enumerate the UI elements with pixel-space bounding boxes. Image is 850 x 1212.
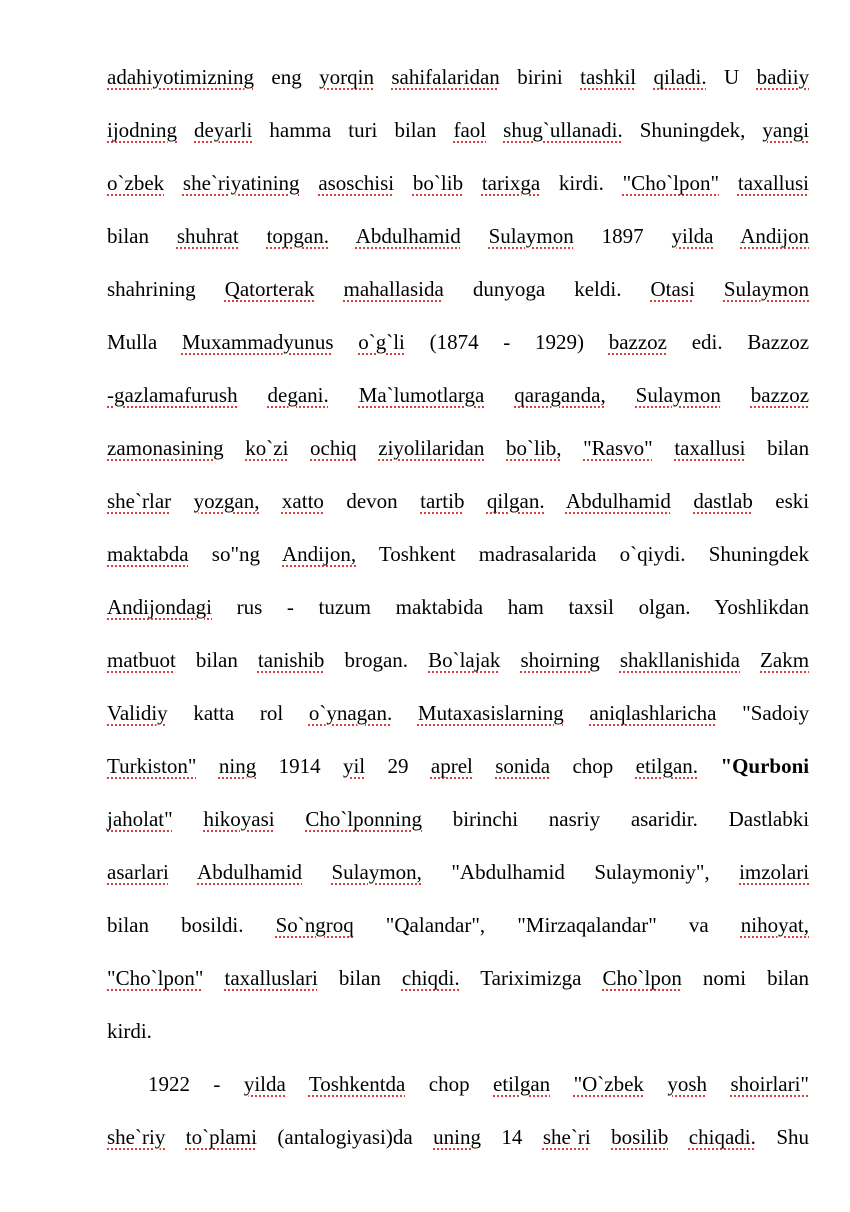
word: Ma`lumotlarga — [358, 383, 485, 407]
text-line-21 — [107, 1123, 809, 1151]
word: Validiy — [107, 701, 168, 725]
word: yil — [342, 754, 366, 778]
word: aprel — [430, 754, 473, 778]
word: Qatorterak — [224, 277, 315, 301]
word: eski — [775, 489, 810, 513]
word: 29 — [387, 754, 409, 778]
text-line-4 — [107, 222, 809, 250]
word: o`zbek — [107, 171, 165, 195]
text-line-15 — [107, 805, 809, 833]
text-line-2 — [107, 116, 809, 144]
word: shoirning — [520, 648, 600, 672]
word: dastlab — [693, 489, 753, 513]
word: Cho`lponning — [305, 807, 422, 831]
text-line-14-body — [107, 754, 698, 778]
word: bo`lib — [412, 171, 464, 195]
word: taxallusi — [674, 436, 746, 460]
word: Abdulhamid — [197, 860, 303, 884]
word: chop — [572, 754, 614, 778]
word: Sulaymon — [635, 383, 721, 407]
word: 1929) — [535, 330, 584, 354]
word: shakllanishida — [619, 648, 740, 672]
word: so"ng — [211, 542, 261, 566]
word: yilda — [243, 1072, 286, 1096]
word: kirdi. — [107, 1019, 152, 1043]
text-line-12 — [107, 646, 809, 674]
word: she`riy — [107, 1125, 166, 1149]
word: Yoshlikdan — [714, 595, 810, 619]
word: Turkiston" — [107, 754, 197, 778]
word: kirdi. — [558, 171, 604, 195]
word: o`g`li — [358, 330, 405, 354]
word: tashkil — [580, 65, 637, 89]
word: bilan — [767, 436, 810, 460]
word: bosildi. — [181, 913, 244, 937]
word: hikoyasi — [203, 807, 275, 831]
word: bilan — [767, 966, 810, 990]
word: she`ri — [542, 1125, 591, 1149]
word: qilgan. — [486, 489, 545, 513]
word: "Abdulhamid — [451, 860, 565, 884]
word: "Cho`lpon" — [107, 966, 204, 990]
word: Abdulhamid — [355, 224, 461, 248]
word: faol — [453, 118, 487, 142]
word: ijodning — [107, 118, 178, 142]
word: yilda — [671, 224, 714, 248]
word: chiqadi. — [688, 1125, 756, 1149]
word: shuhrat — [176, 224, 239, 248]
word: she`riyatining — [182, 171, 300, 195]
word: matbuot — [107, 648, 176, 672]
word: to`plami — [185, 1125, 257, 1149]
word: chop — [428, 1072, 470, 1096]
text-line-8 — [107, 434, 809, 462]
text-line-7 — [107, 381, 809, 409]
word: birini — [517, 65, 563, 89]
word: katta — [193, 701, 235, 725]
word: eng — [271, 65, 302, 89]
word: Dastlabki — [728, 807, 810, 831]
word: asarlari — [107, 860, 169, 884]
word: Andijon — [740, 224, 810, 248]
text-line-3 — [107, 169, 809, 197]
word: "Mirzaqalandar" — [517, 913, 657, 937]
word: taxallusi — [737, 171, 810, 195]
word: bilan — [195, 648, 238, 672]
text-line-16 — [107, 858, 809, 886]
word: asoschisi — [318, 171, 395, 195]
word: sahifalaridan — [391, 65, 500, 89]
word: U — [724, 65, 740, 89]
word: brogan. — [344, 648, 409, 672]
word: uning — [433, 1125, 481, 1149]
text-line-6 — [107, 328, 809, 356]
word: Abdulhamid — [565, 489, 671, 513]
word: devon — [346, 489, 398, 513]
word: "Sadoiy — [742, 701, 810, 725]
word: topgan. — [266, 224, 329, 248]
word: Andijon, — [282, 542, 357, 566]
word: tanishib — [257, 648, 325, 672]
word: bilan — [107, 224, 149, 248]
word: asaridir. — [630, 807, 698, 831]
word: nihoyat, — [740, 913, 809, 937]
text-line-14 — [107, 752, 809, 780]
word: badiiy — [756, 65, 810, 89]
word: taxsil — [568, 595, 614, 619]
word: tuzum — [318, 595, 371, 619]
word: Shu — [776, 1125, 809, 1149]
word: madrasalarida — [478, 542, 597, 566]
word: tartib — [420, 489, 465, 513]
word: rus — [236, 595, 263, 619]
text-line-17 — [107, 911, 809, 939]
word: edi. — [691, 330, 723, 354]
word: bilan — [338, 966, 381, 990]
text-line-13 — [107, 699, 809, 727]
bold-title-start: "Qurboni — [720, 754, 810, 778]
word: Sulaymon — [723, 277, 810, 301]
word: keldi. — [574, 277, 622, 301]
word: Mutaxasislarning — [417, 701, 564, 725]
word: mahallasida — [343, 277, 444, 301]
word: bo`lib, — [506, 436, 562, 460]
word: - — [503, 330, 511, 354]
word: adahiyotimizning — [107, 65, 254, 89]
word: Bo`lajak — [428, 648, 501, 672]
word: Bazzoz — [747, 330, 810, 354]
word: bilan — [107, 913, 149, 937]
word: 1922 — [148, 1072, 190, 1096]
word: Tariximizga — [480, 966, 582, 990]
word: - — [286, 595, 294, 619]
word: -gazlamafurush — [107, 383, 238, 407]
text-line-1 — [107, 63, 809, 91]
word: Zakm — [760, 648, 810, 672]
word: Muxammadyunus — [181, 330, 334, 354]
word: etilgan. — [635, 754, 699, 778]
word: etilgan — [493, 1072, 551, 1096]
word: ochiq — [310, 436, 357, 460]
word: rol — [259, 701, 284, 725]
word: "Qalandar", — [385, 913, 486, 937]
text-line-5 — [107, 275, 809, 303]
word: maktabida — [395, 595, 484, 619]
word: "Cho`lpon" — [622, 171, 720, 195]
word: So`ngroq — [275, 913, 354, 937]
word: Sulaymon — [488, 224, 574, 248]
word: 1914 — [278, 754, 321, 778]
word: shug`ullanadi. — [503, 118, 623, 142]
text-line-19 — [107, 1017, 809, 1045]
word: aniqlashlaricha — [589, 701, 717, 725]
word: shoirlari" — [730, 1072, 809, 1096]
word: (1874 — [429, 330, 479, 354]
word: "O`zbek — [573, 1072, 644, 1096]
word: yozgan, — [193, 489, 260, 513]
word: ning — [218, 754, 257, 778]
word: she`rlar — [107, 489, 172, 513]
word: Toshkentda — [308, 1072, 406, 1096]
word: deyarli — [194, 118, 253, 142]
word: 14 — [501, 1125, 523, 1149]
word: bazzoz — [750, 383, 810, 407]
text-line-11 — [107, 593, 809, 621]
word: olgan. — [638, 595, 691, 619]
word: Andijondagi — [107, 595, 212, 619]
word: bilan — [394, 118, 437, 142]
word: shahrining — [107, 277, 196, 301]
word: (antalogiyasi)da — [277, 1125, 413, 1149]
word: ko`zi — [245, 436, 289, 460]
word: - — [213, 1072, 221, 1096]
word: nomi — [702, 966, 747, 990]
text-line-9 — [107, 487, 809, 515]
word: jaholat" — [107, 807, 173, 831]
word: turi — [348, 118, 378, 142]
word: tarixga — [481, 171, 541, 195]
word: va — [688, 913, 709, 937]
text-line-18 — [107, 964, 809, 992]
word: "Rasvo" — [583, 436, 653, 460]
word: degani. — [267, 383, 329, 407]
word: chiqdi. — [401, 966, 460, 990]
word: Cho`lpon — [602, 966, 682, 990]
word: o`qiydi. — [619, 542, 686, 566]
word: yosh — [667, 1072, 708, 1096]
word: qiladi. — [653, 65, 707, 89]
word: Shuningdek — [708, 542, 810, 566]
word: imzolari — [739, 860, 810, 884]
word: bosilib — [611, 1125, 669, 1149]
text-line-10 — [107, 540, 809, 568]
word: zamonasining — [107, 436, 224, 460]
word: o`ynagan. — [308, 701, 393, 725]
word: yangi — [762, 118, 810, 142]
word: yorqin — [319, 65, 374, 89]
word: sonida — [495, 754, 551, 778]
text-line-20 — [148, 1070, 809, 1098]
word: qaraganda, — [514, 383, 606, 407]
word: Toshkent — [378, 542, 456, 566]
word: maktabda — [107, 542, 189, 566]
word: dunyoga — [472, 277, 546, 301]
word: ham — [507, 595, 544, 619]
word: birinchi — [452, 807, 519, 831]
word: nasriy — [548, 807, 601, 831]
word: bazzoz — [608, 330, 667, 354]
word: 1897 — [601, 224, 644, 248]
word: ziyolilaridan — [378, 436, 485, 460]
word: xatto — [281, 489, 324, 513]
word: hamma — [269, 118, 332, 142]
word: taxalluslari — [224, 966, 318, 990]
word: Sulaymoniy", — [594, 860, 710, 884]
word: Otasi — [650, 277, 695, 301]
word: Sulaymon, — [331, 860, 422, 884]
word: Shuningdek, — [639, 118, 746, 142]
word: Mulla — [107, 330, 158, 354]
